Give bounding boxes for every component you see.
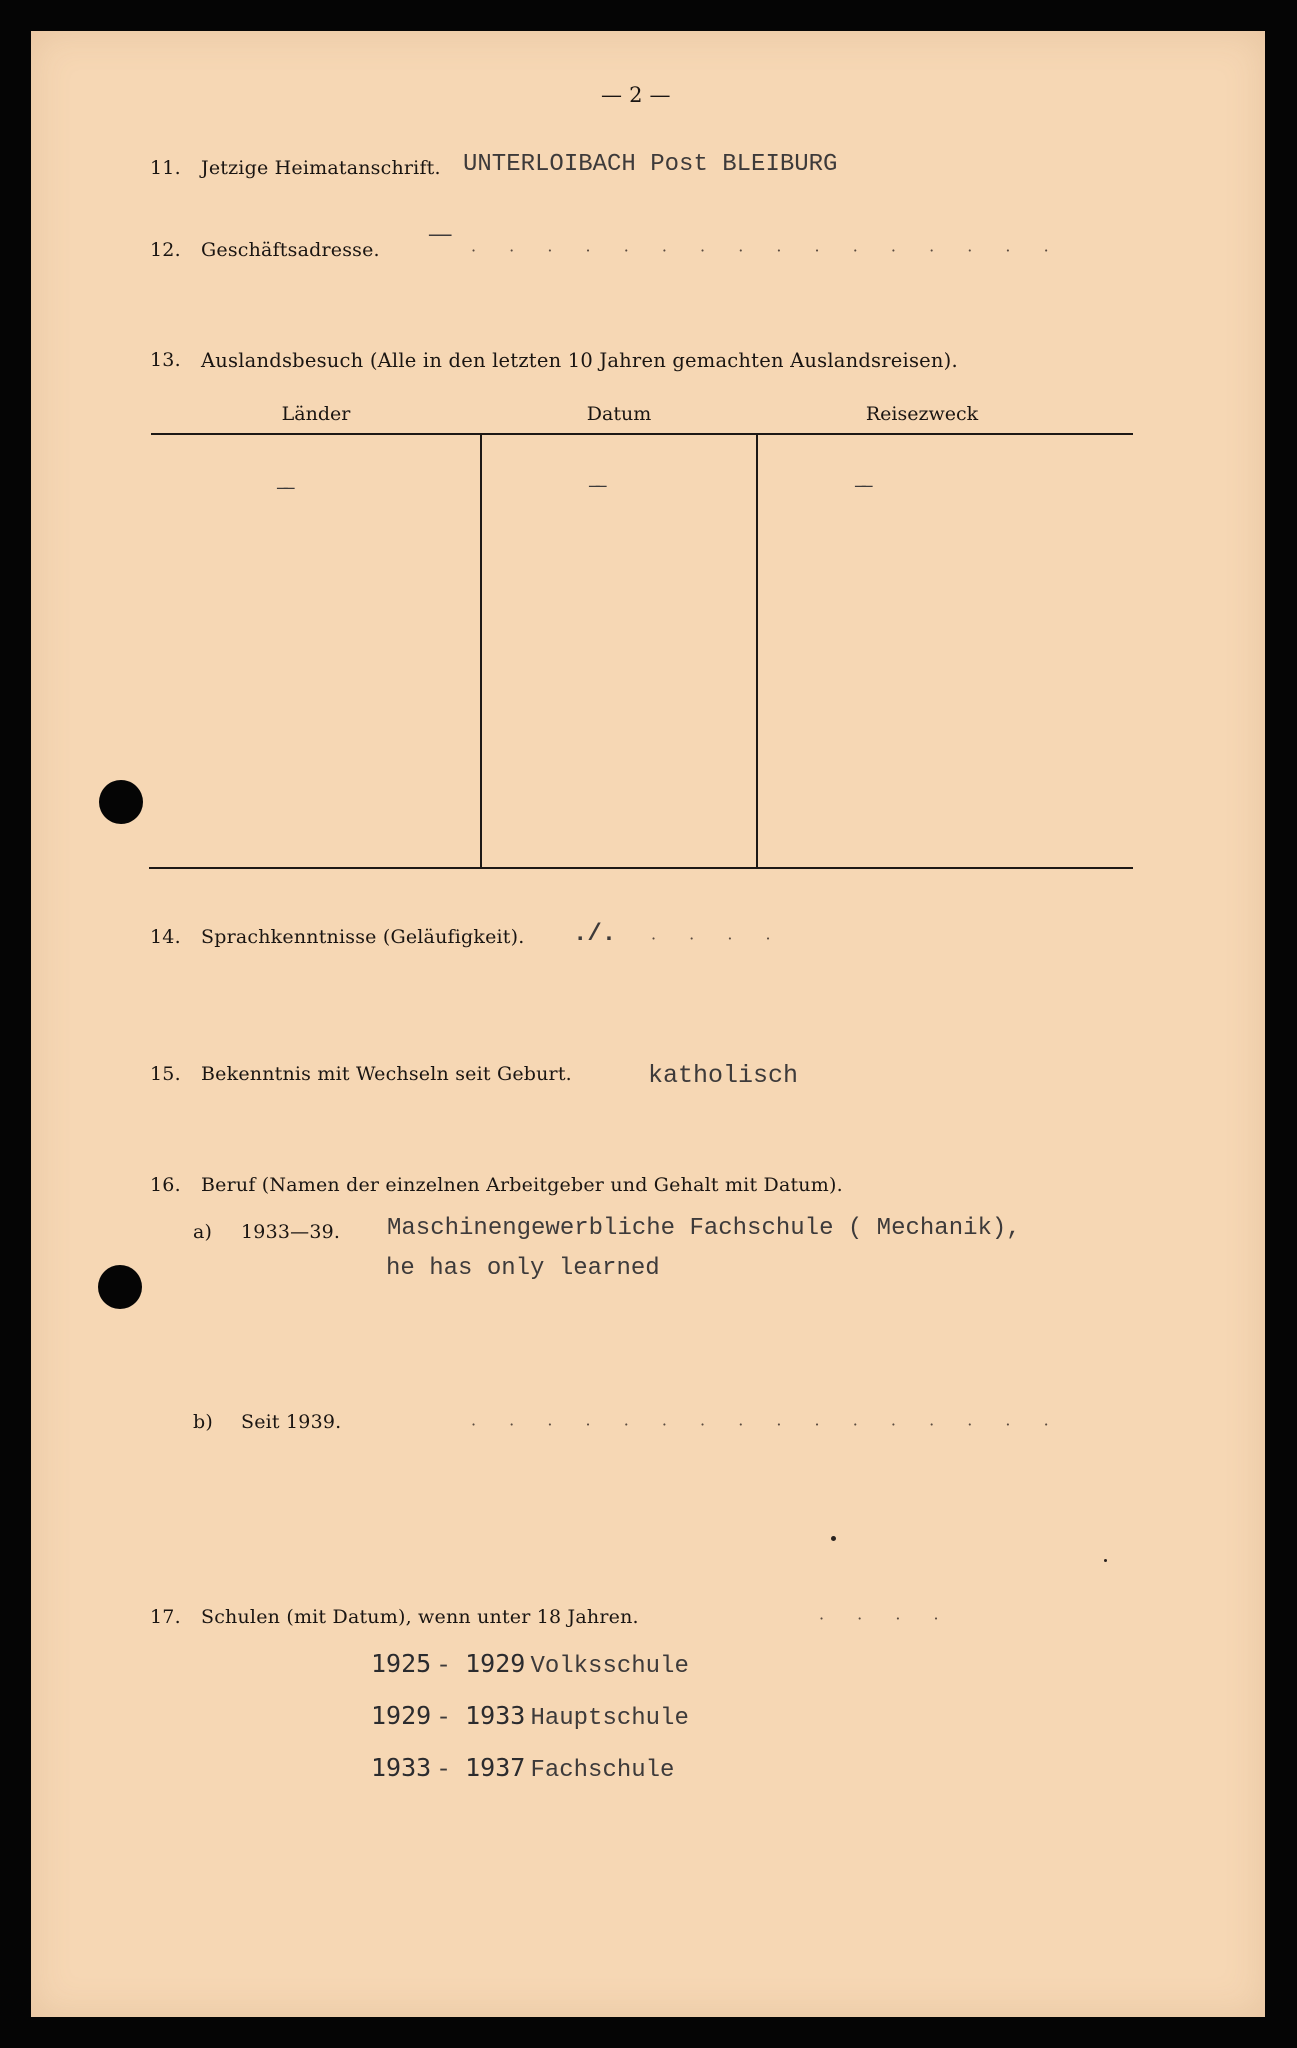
school-row: 1925 - 1929 Volksschule [371, 1649, 689, 1680]
document-sheet [31, 31, 1265, 2017]
q12-number: 12. [150, 239, 181, 261]
school-from: 1933 [371, 1753, 432, 1782]
page-number: — 2 — [601, 83, 671, 107]
school-row: 1929 - 1933 Hauptschule [371, 1701, 689, 1732]
q16-a-line1: Maschinengewerbliche Fachschule ( Mechanik), [387, 1215, 1021, 1242]
q13-number: 13. [150, 349, 181, 371]
school-to: 1933 [465, 1701, 526, 1730]
table-header-datum: Datum [586, 403, 652, 425]
q17-dotted-line: · · · · [819, 1609, 953, 1628]
q16-a-line2: he has only learned [386, 1255, 660, 1282]
q16-label: Beruf (Namen der einzelnen Arbeitgeber und Gehalt mit Datum). [201, 1174, 843, 1196]
q11-label: Jetzige Heimatanschrift. [201, 157, 441, 179]
school-name: Hauptschule [530, 1705, 689, 1732]
q12-label: Geschäftsadresse. [201, 239, 380, 261]
q14-label: Sprachkenntnisse (Geläufigkeit). [201, 926, 525, 948]
q15-number: 15. [150, 1063, 181, 1085]
punch-hole-bottom [98, 1265, 142, 1309]
q13-label: Auslandsbesuch (Alle in den letzten 10 Jahren gemachten Auslandsreisen). [201, 349, 958, 372]
punch-hole-top [99, 780, 143, 824]
school-row: 1933 - 1937 Fachschule [371, 1753, 675, 1784]
q12-value: —— [429, 223, 448, 248]
q14-dotted-line: · · · · [651, 929, 785, 948]
q16-b-period: Seit 1939. [241, 1411, 342, 1433]
table-header-laender: Länder [281, 403, 351, 425]
table-divider-1 [480, 435, 482, 867]
school-from: 1925 [371, 1649, 432, 1678]
q15-label: Bekenntnis mit Wechseln seit Geburt. [201, 1063, 572, 1085]
q17-number: 17. [150, 1606, 181, 1628]
school-name: Fachschule [530, 1757, 675, 1784]
school-to: 1937 [465, 1753, 526, 1782]
q16-a-period: 1933—39. [241, 1221, 341, 1243]
stray-mark [831, 1536, 836, 1541]
school-from: 1929 [371, 1701, 432, 1730]
q14-number: 14. [150, 926, 181, 948]
q16-b-dotted-line: · · · · · · · · · · · · · · · · [471, 1415, 1063, 1434]
table-cell-laender: —— [277, 479, 291, 499]
table-cell-reisezweck: —— [855, 477, 869, 497]
stray-mark [1104, 1559, 1107, 1562]
q11-number: 11. [150, 157, 181, 179]
q12-dotted-line: · · · · · · · · · · · · · · · · [471, 241, 1063, 260]
q16-b-marker: b) [193, 1411, 213, 1433]
table-divider-2 [756, 435, 758, 867]
school-to: 1929 [465, 1649, 526, 1678]
q14-value: ./. [573, 921, 617, 948]
table-cell-datum: —— [589, 477, 603, 497]
table-bottom-rule [149, 867, 1133, 869]
q11-value: UNTERLOIBACH Post BLEIBURG [463, 151, 838, 178]
school-name: Volksschule [530, 1653, 689, 1680]
q17-label: Schulen (mit Datum), wenn unter 18 Jahren. [201, 1606, 639, 1628]
q16-a-marker: a) [193, 1221, 213, 1243]
table-header-reisezweck: Reisezweck [865, 403, 979, 425]
q15-value: katholisch [648, 1061, 799, 1090]
table-top-rule [151, 433, 1133, 435]
q16-number: 16. [150, 1174, 181, 1196]
